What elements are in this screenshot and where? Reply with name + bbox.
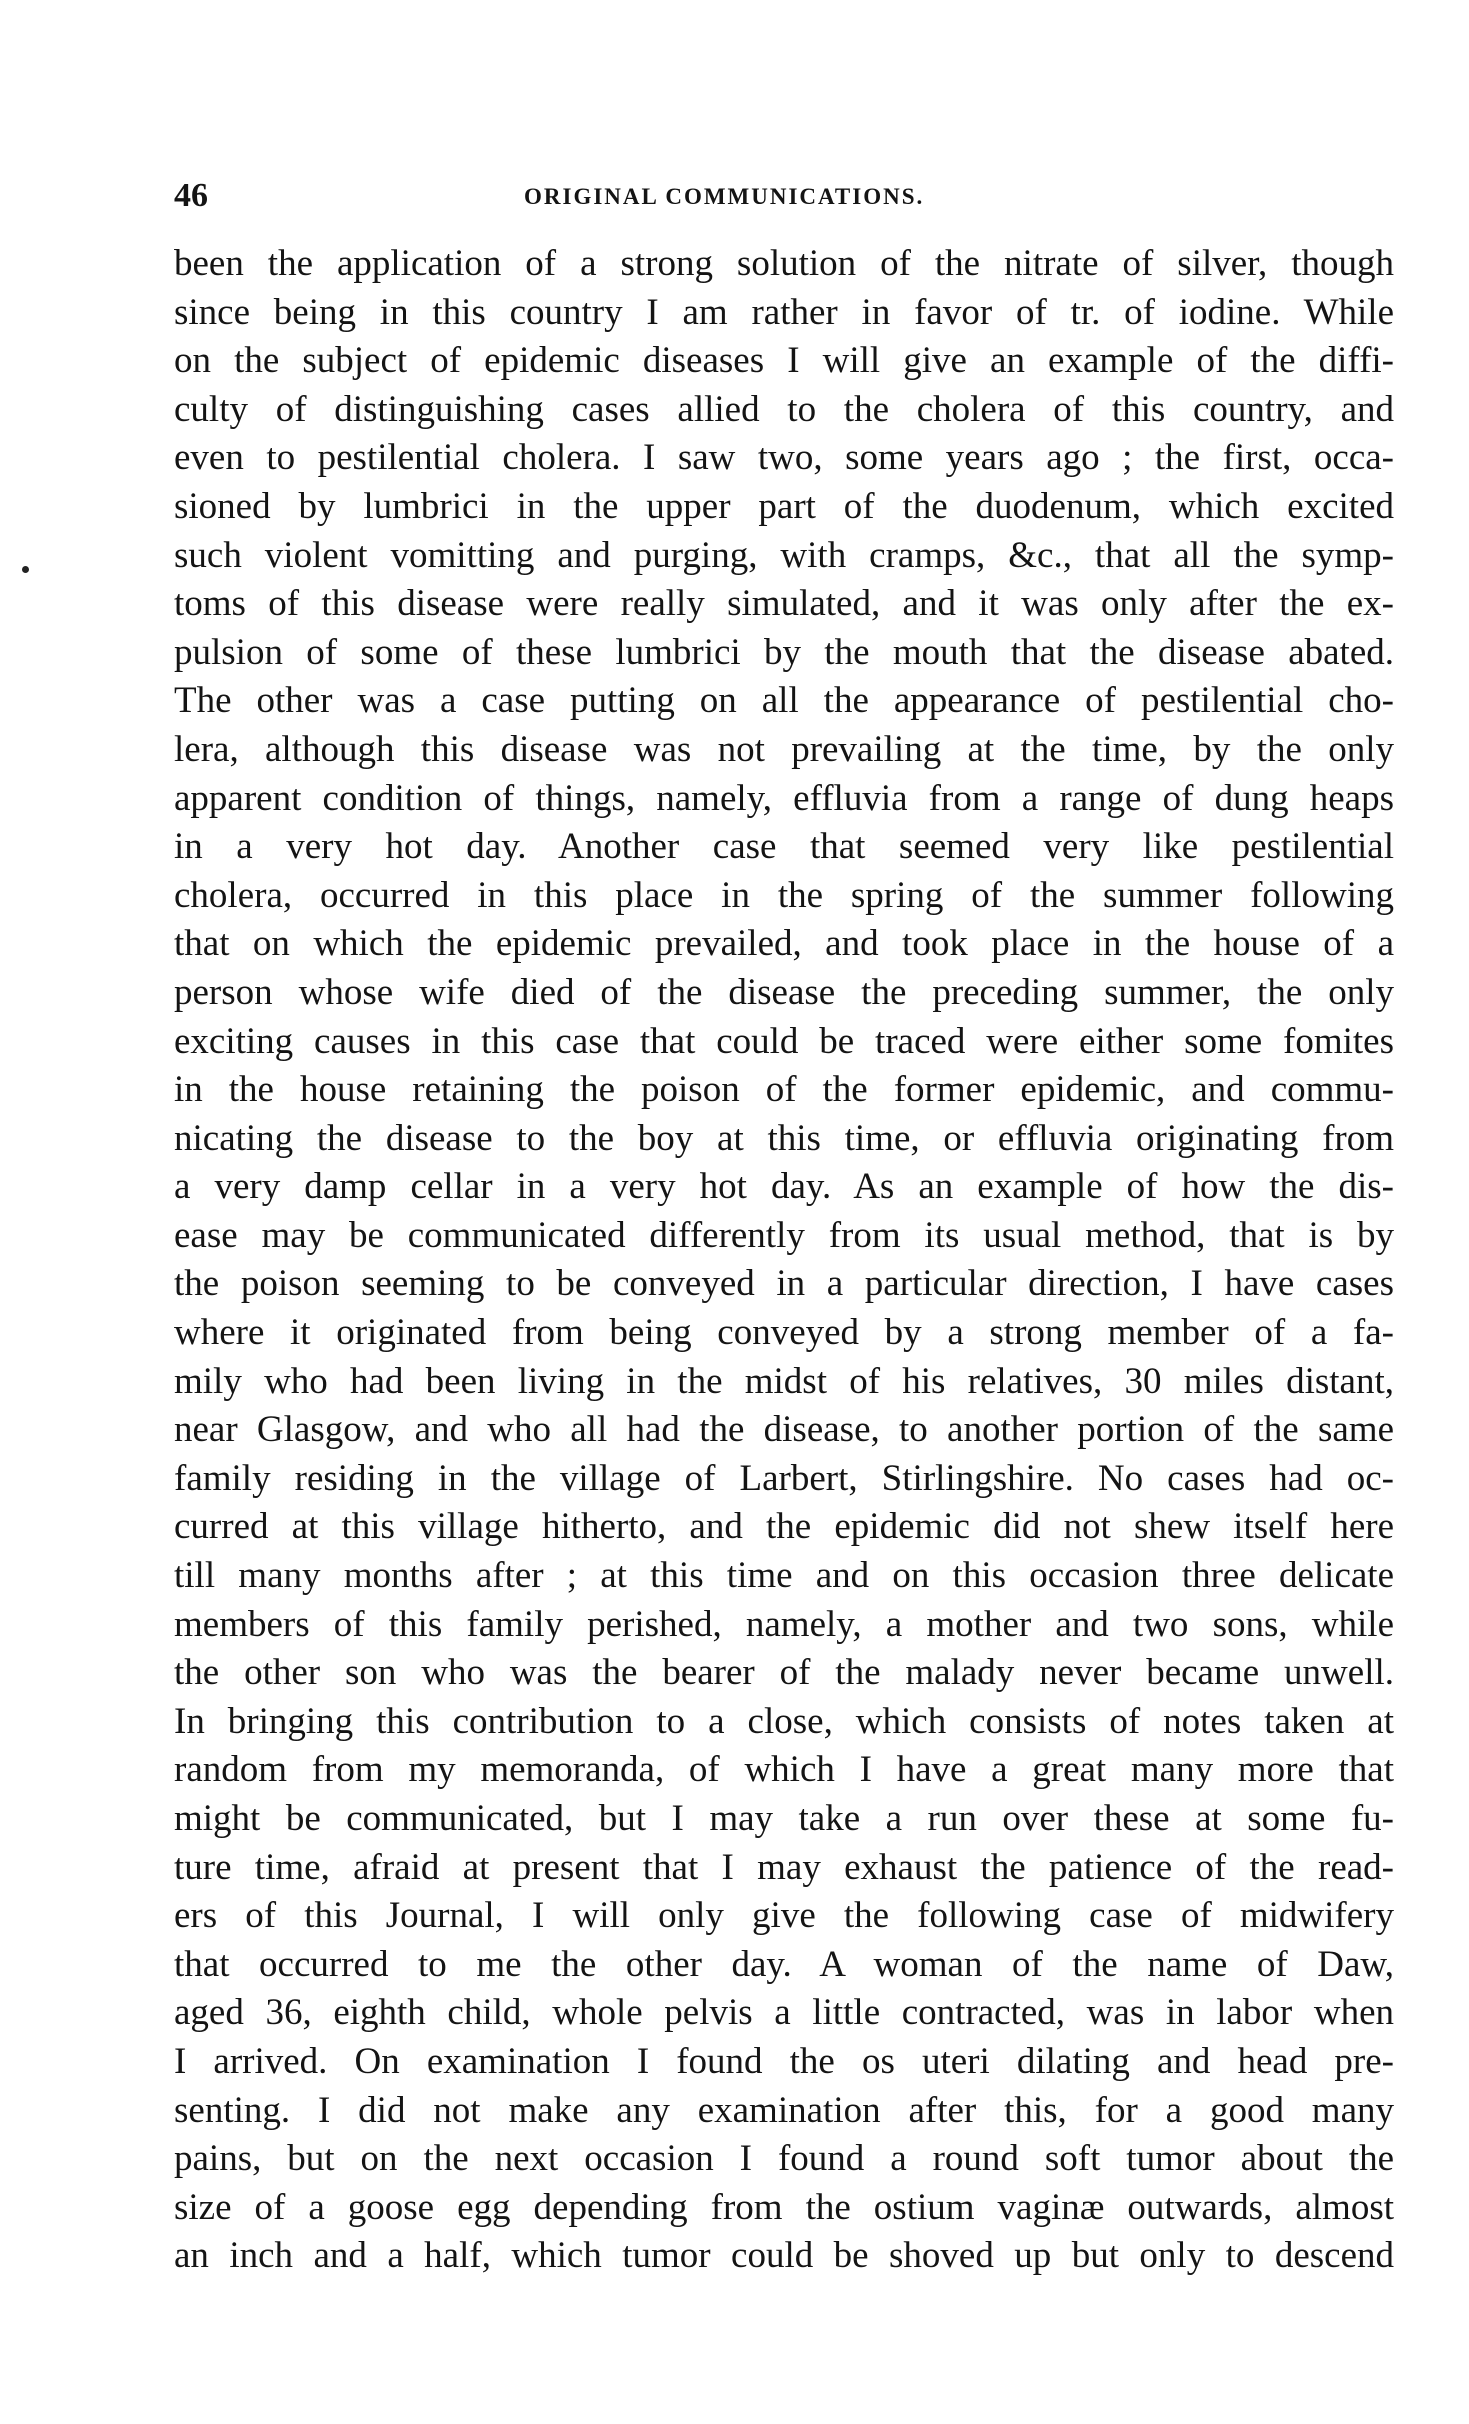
- text-line: till many months after ; at this time and on this occasion three delicate: [174, 1555, 1394, 1597]
- text-line: the poison seeming to be conveyed in a particular direction, I have cases: [174, 1263, 1394, 1305]
- text-line: culty of distinguishing cases allied to the cholera of this country, and: [174, 388, 1394, 430]
- text-line: mily who had been living in the midst of his relatives, 30 miles distant,: [174, 1360, 1394, 1402]
- text-line: apparent condition of things, namely, effluvia from a range of dung heaps: [174, 777, 1394, 819]
- text-line: ease may be communicated differently from its usual method, that is by: [174, 1214, 1394, 1256]
- text-line: since being in this country I am rather in favor of tr. of iodine. While: [174, 291, 1394, 333]
- text-line: on the subject of epidemic diseases I will give an example of the diffi-: [174, 340, 1394, 382]
- text-line: an inch and a half, which tumor could be shoved up but only to descend: [174, 2235, 1394, 2277]
- text-line: random from my memoranda, of which I have a great many more that: [174, 1749, 1394, 1791]
- text-line: that occurred to me the other day. A woman of the name of Daw,: [174, 1943, 1394, 1985]
- text-line: ture time, afraid at present that I may exhaust the patience of the read-: [174, 1846, 1394, 1888]
- text-line: cholera, occurred in this place in the spring of the summer following: [174, 874, 1394, 916]
- text-line: pains, but on the next occasion I found a round soft tumor about the: [174, 2138, 1394, 2180]
- text-line: exciting causes in this case that could be traced were either some fomites: [174, 1020, 1394, 1062]
- text-line: aged 36, eighth child, whole pelvis a little contracted, was in labor when: [174, 1992, 1394, 2034]
- text-line: I arrived. On examination I found the os uteri dilating and head pre-: [174, 2040, 1394, 2082]
- margin-mark: [22, 566, 29, 573]
- text-line: a very damp cellar in a very hot day. As an example of how the dis-: [174, 1166, 1394, 1208]
- running-head: ORIGINAL COMMUNICATIONS.: [524, 184, 925, 209]
- text-line: in a very hot day. Another case that seemed very like pestilential: [174, 826, 1394, 868]
- text-line: such violent vomitting and purging, with cramps, &c., that all the symp-: [174, 534, 1394, 576]
- text-line: In bringing this contribution to a close, which consists of notes taken at: [174, 1700, 1394, 1742]
- text-line: toms of this disease were really simulated, and it was only after the ex-: [174, 583, 1394, 625]
- page-number: 46: [174, 177, 208, 214]
- text-line: near Glasgow, and who all had the disease, to another portion of the same: [174, 1409, 1394, 1451]
- text-line: the other son who was the bearer of the malady never became unwell.: [174, 1652, 1394, 1694]
- text-line: lera, although this disease was not prevailing at the time, by the only: [174, 728, 1394, 770]
- text-line: sioned by lumbrici in the upper part of the duodenum, which excited: [174, 485, 1394, 527]
- text-line: senting. I did not make any examination after this, for a good many: [174, 2089, 1394, 2131]
- text-line: that on which the epidemic prevailed, and took place in the house of a: [174, 923, 1394, 965]
- text-line: been the application of a strong solution of the nitrate of silver, though: [174, 243, 1394, 284]
- text-line: family residing in the village of Larbert, Stirlingshire. No cases had oc-: [174, 1457, 1394, 1499]
- text-line: size of a goose egg depending from the ostium vaginæ outwards, almost: [174, 2186, 1394, 2228]
- text-line: nicating the disease to the boy at this time, or effluvia originating from: [174, 1117, 1394, 1159]
- text-line: curred at this village hitherto, and the epidemic did not shew itself here: [174, 1506, 1394, 1548]
- text-line: members of this family perished, namely, a mother and two sons, while: [174, 1603, 1394, 1645]
- body-text: [174, 240, 1394, 2281]
- text-line: even to pestilential cholera. I saw two, some years ago ; the first, occa-: [174, 437, 1394, 479]
- text-line: ers of this Journal, I will only give the following case of midwifery: [174, 1895, 1394, 1937]
- text-line: might be communicated, but I may take a run over these at some fu-: [174, 1798, 1394, 1839]
- page-header: [174, 176, 1394, 220]
- text-line: The other was a case putting on all the appearance of pestilential cho-: [174, 680, 1394, 722]
- text-line: person whose wife died of the disease the preceding summer, the only: [174, 971, 1394, 1013]
- text-line: in the house retaining the poison of the former epidemic, and commu-: [174, 1069, 1394, 1111]
- text-line: where it originated from being conveyed by a strong member of a fa-: [174, 1312, 1394, 1354]
- text-line: pulsion of some of these lumbrici by the mouth that the disease abated.: [174, 631, 1394, 673]
